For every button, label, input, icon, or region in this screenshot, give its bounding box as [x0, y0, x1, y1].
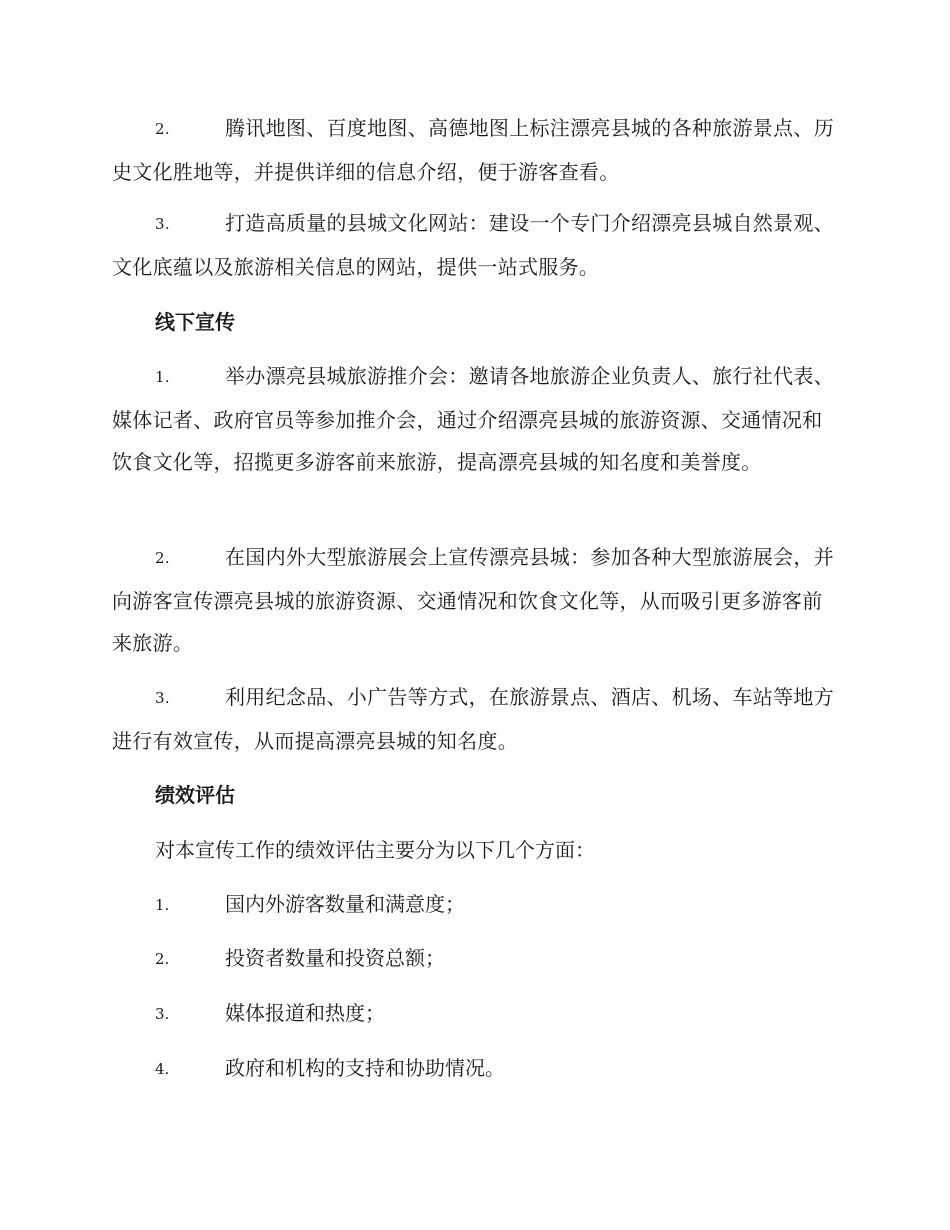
list-item: [155, 992, 385, 1036]
list-number: 3.: [155, 215, 170, 233]
list-number: 3.: [155, 689, 170, 707]
list-text: 媒体报道和热度；: [225, 1001, 385, 1025]
list-number: 2.: [155, 549, 170, 567]
list-item: [112, 355, 834, 484]
list-number: 1.: [155, 896, 170, 914]
list-number: 3.: [155, 1005, 170, 1023]
list-number: 2.: [155, 120, 170, 138]
list-item: [112, 536, 834, 665]
list-text: 打造高质量的县城文化网站：建设一个专门介绍漂亮县城自然景观、文化底蕴以及旅游相关信息的网站，提供一站式服务。: [112, 211, 834, 279]
section-heading-evaluation: 绩效评估: [155, 783, 235, 807]
list-text: 利用纪念品、小广告等方式，在旅游景点、酒店、机场、车站等地方进行有效宣传，从而提高漂亮县城的知名度。: [112, 685, 834, 753]
list-item: [112, 676, 834, 762]
list-item: [155, 883, 465, 927]
list-item: [112, 107, 834, 193]
list-text: 投资者数量和投资总额；: [225, 946, 445, 970]
list-number: 1.: [155, 368, 170, 386]
list-item: [112, 202, 834, 288]
evaluation-intro: 对本宣传工作的绩效评估主要分为以下几个方面：: [155, 838, 595, 862]
list-text: 举办漂亮县城旅游推介会：邀请各地旅游企业负责人、旅行社代表、媒体记者、政府官员等参加推介会，通过介绍漂亮县城的旅游资源、交通情况和饮食文化等，招揽更多游客前来旅游，提高漂亮县城的知名度和美誉度。: [112, 364, 834, 474]
list-text: 在国内外大型旅游展会上宣传漂亮县城：参加各种大型旅游展会，并向游客宣传漂亮县城的旅游资源、交通情况和饮食文化等，从而吸引更多游客前来旅游。: [112, 545, 834, 655]
section-heading-offline: 线下宣传: [155, 310, 235, 334]
list-number: 2.: [155, 950, 170, 968]
list-item: [155, 1047, 505, 1091]
list-item: [155, 937, 445, 981]
list-text: 政府和机构的支持和协助情况。: [225, 1056, 505, 1080]
list-text: 国内外游客数量和满意度；: [225, 892, 465, 916]
list-text: 腾讯地图、百度地图、高德地图上标注漂亮县城的各种旅游景点、历史文化胜地等，并提供详细的信息介绍，便于游客查看。: [112, 116, 834, 184]
list-number: 4.: [155, 1060, 170, 1078]
